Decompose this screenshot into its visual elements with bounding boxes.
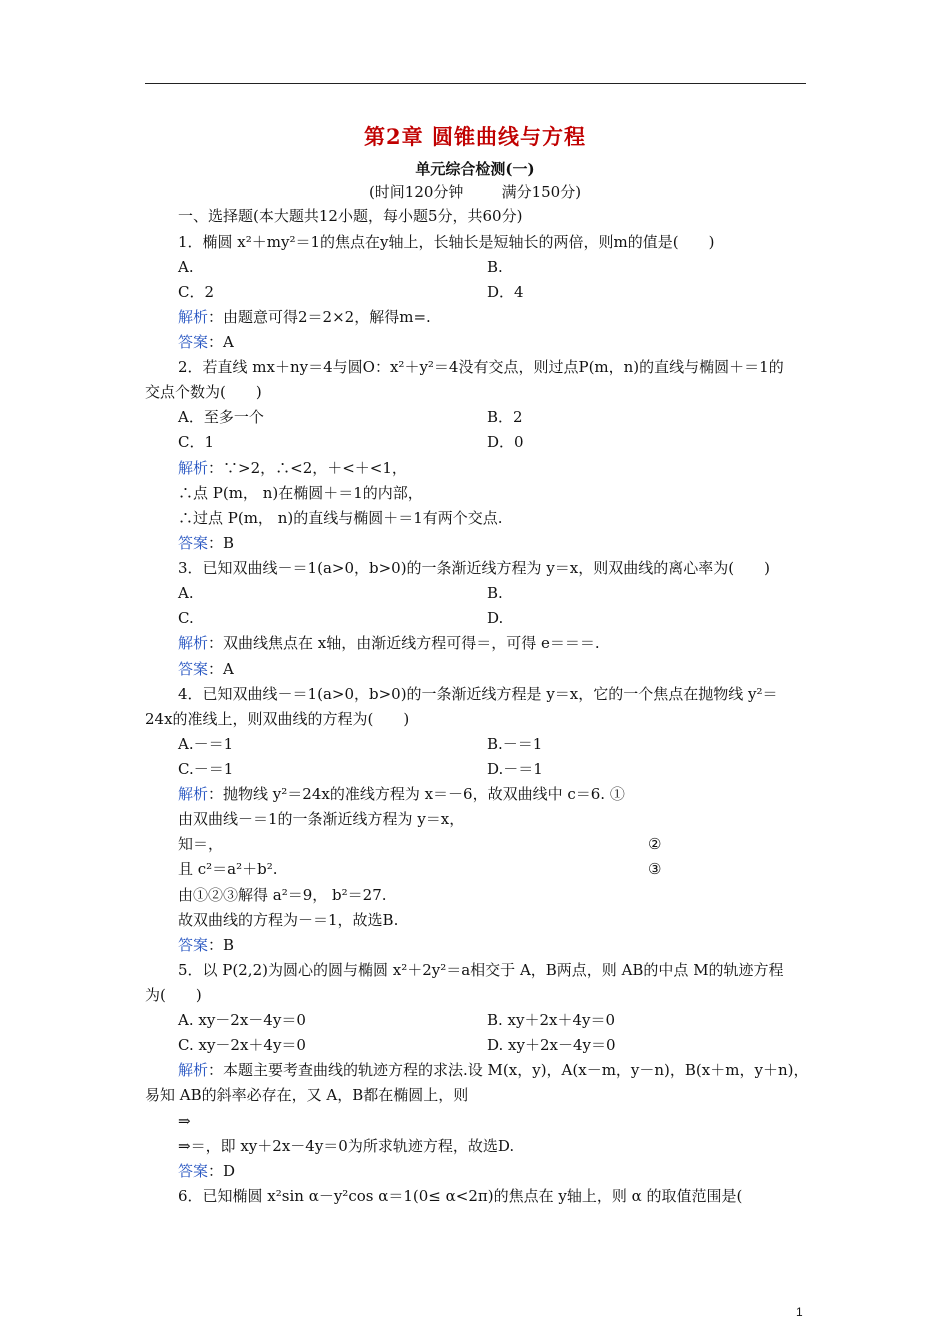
q2-analysis: 解析：∵>2，∴<2，＋<＋<1， [178, 459, 407, 477]
page-number: 1 [796, 1305, 803, 1319]
q2-option-d: D．0 [487, 433, 524, 451]
q3-option-a: A. [178, 584, 194, 602]
q1-analysis: 解析：由题意可得2＝2×2，解得m=. [178, 308, 431, 326]
q5-analysis-line4: ⇒＝，即 xy＋2x－4y＝0为所求轨迹方程，故选D. [178, 1137, 515, 1155]
q4-analysis-line6: 故双曲线的方程为－＝1，故选B. [178, 911, 399, 929]
q2-option-a: A．至多一个 [178, 408, 264, 426]
q4-analysis: 解析：抛物线 y²＝24x的准线方程为 x＝－6，故双曲线中 c＝6. ① [178, 785, 625, 803]
question-3-stem: 3．已知双曲线－＝1(a>0，b>0)的一条渐近线方程为 y＝x，则双曲线的离心率为( ) [178, 559, 770, 577]
q2-analysis-line2: ∴点 P(m， n)在椭圆＋＝1的内部， [178, 484, 423, 502]
q2-option-b: B．2 [487, 408, 523, 426]
equation-marker-2: ② [648, 835, 662, 853]
q2-option-c: C．1 [178, 433, 215, 451]
q4-analysis-line3: 知＝， [178, 835, 224, 853]
q5-option-c: C. xy－2x＋4y＝0 [178, 1036, 306, 1054]
question-4-stem-line2: 24x的准线上，则双曲线的方程为( ) [145, 710, 410, 728]
q4-answer: 答案：B [178, 936, 235, 954]
q4-analysis-line2: 由双曲线－＝1的一条渐近线方程为 y＝x， [178, 810, 465, 828]
question-4-stem-line1: 4．已知双曲线－＝1(a>0，b>0)的一条渐近线方程是 y＝x，它的一个焦点在抛物线 y²＝ [178, 685, 778, 703]
q3-answer: 答案：A [178, 660, 234, 678]
equation-marker-3: ③ [648, 860, 662, 878]
q4-option-d: D.－＝1 [487, 760, 543, 778]
section-heading: 一、选择题(本大题共12小题，每小题5分，共60分) [178, 207, 523, 225]
q4-option-a: A.－＝1 [178, 735, 234, 753]
q3-option-b: B. [487, 584, 503, 602]
q5-analysis-line3: ⇒ [178, 1112, 191, 1130]
answer-label: 答案 [178, 534, 209, 552]
q2-analysis-line3: ∴过点 P(m， n)的直线与椭圆＋＝1有两个交点. [178, 509, 503, 527]
analysis-label: 解析 [178, 459, 209, 477]
question-5-stem-line1: 5．以 P(2,2)为圆心的圆与椭圆 x²＋2y²＝a相交于 A，B两点，则 AB的中点 M的轨迹方程 [178, 961, 784, 979]
q3-option-d: D. [487, 609, 504, 627]
q4-option-b: B.－＝1 [487, 735, 543, 753]
q4-analysis-line5: 由①②③解得 a²＝9， b²＝27. [178, 886, 387, 904]
chapter-title: 第2章 圆锥曲线与方程 [364, 124, 586, 149]
q5-option-a: A. xy－2x－4y＝0 [178, 1011, 306, 1029]
q5-option-d: D. xy＋2x－4y＝0 [487, 1036, 616, 1054]
q2-answer: 答案：B [178, 534, 235, 552]
analysis-label: 解析 [178, 1061, 209, 1079]
q3-option-c: C. [178, 609, 194, 627]
header-rule [145, 83, 806, 84]
question-5-stem-line2: 为( ) [145, 986, 202, 1004]
q4-analysis-line4: 且 c²＝a²＋b². [178, 860, 278, 878]
q1-option-b: B. [487, 258, 503, 276]
q4-option-c: C.－＝1 [178, 760, 234, 778]
analysis-label: 解析 [178, 308, 209, 326]
q1-answer: 答案：A [178, 333, 234, 351]
answer-label: 答案 [178, 936, 209, 954]
question-2-stem-line2: 交点个数为( ) [145, 383, 262, 401]
question-2-stem-line1: 2．若直线 mx＋ny＝4与圆O：x²＋y²＝4没有交点，则过点P(m，n)的直线与椭圆＋＝1的 [178, 358, 784, 376]
question-1-stem: 1．椭圆 x²＋my²＝1的焦点在y轴上，长轴长是短轴长的两倍，则m的值是( ) [178, 233, 715, 251]
q5-option-b: B. xy＋2x＋4y＝0 [487, 1011, 616, 1029]
answer-label: 答案 [178, 1162, 209, 1180]
q1-option-c: C．2 [178, 283, 215, 301]
q1-option-a: A. [178, 258, 194, 276]
q1-option-d: D．4 [487, 283, 524, 301]
question-6-stem: 6．已知椭圆 x²sin α－y²cos α＝1(0≤ α<2π)的焦点在 y轴上，则 α 的取值范围是( [178, 1187, 743, 1205]
q3-analysis: 解析：双曲线焦点在 x轴，由渐近线方程可得＝，可得 e＝＝＝. [178, 634, 600, 652]
answer-label: 答案 [178, 660, 209, 678]
test-subtitle: 单元综合检测(一) [415, 160, 535, 178]
analysis-label: 解析 [178, 634, 209, 652]
q5-answer: 答案：D [178, 1162, 236, 1180]
q5-analysis-line2: 易知 AB的斜率必存在，又 A，B都在椭圆上，则 [145, 1086, 469, 1104]
answer-label: 答案 [178, 333, 209, 351]
analysis-label: 解析 [178, 785, 209, 803]
q5-analysis: 解析：本题主要考查曲线的轨迹方程的求法.设 M(x，y)，A(x－m，y－n)，B(x＋m，y＋n)， [178, 1061, 809, 1079]
time-score-info: (时间120分钟 满分150分) [368, 183, 582, 201]
